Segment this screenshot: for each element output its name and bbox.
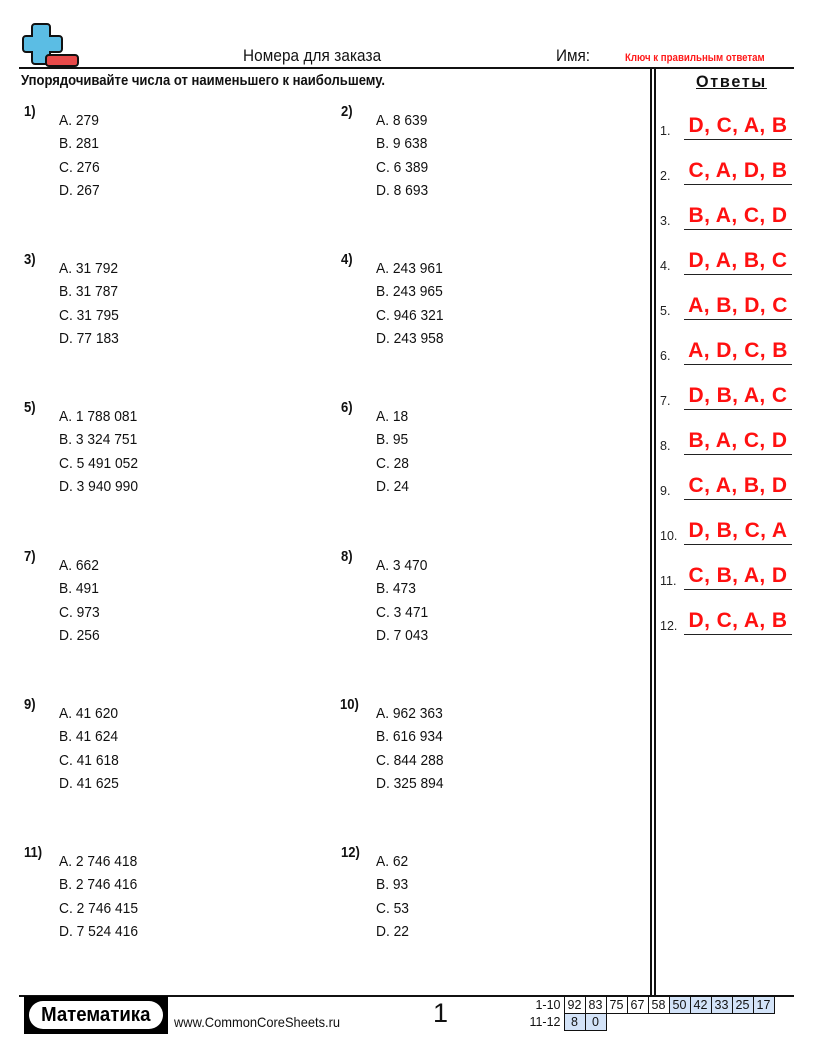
score-cell: 75 [606,997,627,1014]
answer-number: 5. [660,304,671,318]
page-number: 1 [433,998,449,1028]
answer-row [660,200,794,230]
option-c: C. 2 746 415 [59,899,139,917]
score-cell: 17 [753,997,774,1014]
problem-number: 12) [341,845,360,861]
answer-number: 7. [660,394,671,408]
answer-line [684,319,792,321]
answer-row [660,515,794,545]
answer-line [684,544,792,546]
answer-value: D, C, A, B [688,114,788,137]
option-b: B. 9 638 [376,135,428,153]
answer-row [660,425,794,455]
option-b: B. 93 [376,876,409,894]
option-d: D. 3 940 990 [59,477,139,495]
score-cell: 42 [690,997,711,1014]
problem-number: 10) [340,697,359,713]
answer-row [660,110,794,140]
answer-line [684,634,792,636]
option-c: C. 28 [376,454,409,472]
score-range-label: 1-10 [535,998,561,1012]
problem-number: 6) [341,400,353,416]
answer-value: D, C, A, B [688,609,788,632]
option-b: B. 281 [59,135,99,153]
site-url: www.CommonCoreSheets.ru [174,1014,341,1030]
answer-number: 9. [660,484,671,498]
answer-number: 3. [660,214,671,228]
score-cell: 33 [711,997,732,1014]
option-b: B. 473 [376,580,416,598]
option-d: D. 24 [376,477,409,495]
answer-value: A, D, C, B [688,339,788,362]
option-c: C. 6 389 [376,158,429,176]
answer-row [660,335,794,365]
header-divider [19,67,794,69]
option-c: C. 946 321 [376,306,444,324]
worksheet-title: Номера для заказа [243,46,382,65]
answer-line [684,229,792,231]
answer-row [660,290,794,320]
option-c: C. 3 471 [376,603,429,621]
score-table [524,996,775,1031]
option-b: B. 616 934 [376,728,443,746]
answer-number: 6. [660,349,671,363]
option-b: B. 95 [376,431,409,449]
answer-value: C, A, B, D [688,474,788,497]
problem-number: 11) [24,845,43,861]
option-d: D. 267 [59,181,100,199]
answer-value: C, A, D, B [688,159,788,182]
name-label: Имя: [556,46,591,65]
score-row [524,1014,774,1031]
answer-number: 12. [660,619,678,633]
option-b: B. 41 624 [59,728,119,746]
option-c: C. 973 [59,603,100,621]
option-b: B. 2 746 416 [59,876,138,894]
score-cell: 8 [564,1014,585,1031]
option-c: C. 5 491 052 [59,454,139,472]
answer-row [660,380,794,410]
answer-number: 10. [660,529,678,543]
problem-number: 2) [341,104,353,120]
score-row [524,997,774,1014]
option-a: A. 962 363 [376,705,443,722]
option-d: D. 22 [376,922,409,940]
option-c: C. 31 795 [59,306,119,324]
answer-value: D, B, A, C [688,384,788,407]
option-a: A. 8 639 [376,112,428,129]
score-cell: 25 [732,997,753,1014]
score-range-label: 11-12 [529,1015,561,1029]
answer-line [684,184,792,186]
answer-key-label: Ключ к правильным ответам [625,52,765,64]
problem-number: 9) [24,697,36,713]
option-d: D. 41 625 [59,774,119,792]
answer-line [684,499,792,501]
score-cell: 67 [627,997,648,1014]
answer-value: C, B, A, D [688,564,788,587]
option-b: B. 243 965 [376,283,443,301]
score-cell: 92 [564,997,585,1014]
option-b: B. 3 324 751 [59,431,138,449]
plus-minus-logo-icon [22,22,82,68]
answer-line [684,409,792,411]
answer-row [660,245,794,275]
option-a: A. 279 [59,112,99,129]
column-divider [654,69,656,995]
answer-line [684,139,792,141]
answer-value: D, A, B, C [688,249,788,272]
option-a: A. 662 [59,557,99,574]
problem-number: 8) [341,549,353,565]
answer-row [660,560,794,590]
answer-line [684,589,792,591]
answer-row [660,470,794,500]
brand-logo [24,996,168,1034]
answer-line [684,364,792,366]
answer-row [660,155,794,185]
option-d: D. 77 183 [59,329,119,347]
option-d: D. 8 693 [376,181,429,199]
option-a: A. 41 620 [59,705,119,722]
score-cell: 58 [648,997,669,1014]
answer-value: B, A, C, D [688,429,788,452]
answers-title: Ответы [696,72,767,91]
option-a: A. 3 470 [376,557,428,574]
answer-row [660,605,794,635]
answer-line [684,454,792,456]
option-d: D. 256 [59,626,100,644]
option-b: B. 491 [59,580,99,598]
answer-line [684,274,792,276]
option-c: C. 844 288 [376,751,444,769]
option-c: C. 276 [59,158,100,176]
option-d: D. 325 894 [376,774,444,792]
option-c: C. 41 618 [59,751,119,769]
option-a: A. 2 746 418 [59,853,138,870]
answer-value: A, B, D, C [688,294,788,317]
problem-number: 3) [24,252,36,268]
answer-number: 8. [660,439,671,453]
answer-value: D, B, C, A [688,519,788,542]
answer-number: 2. [660,169,671,183]
score-cell: 83 [585,997,606,1014]
option-a: A. 31 792 [59,260,119,277]
problem-number: 4) [341,252,353,268]
answer-number: 1. [660,124,671,138]
option-a: A. 18 [376,408,409,425]
problem-number: 5) [24,400,36,416]
problem-number: 7) [24,549,36,565]
instructions: Упорядочивайте числа от наименьшего к наибольшему. [21,72,386,89]
option-c: C. 53 [376,899,409,917]
option-d: D. 7 043 [376,626,429,644]
column-divider [650,69,652,995]
answer-value: B, A, C, D [688,204,788,227]
option-d: D. 7 524 416 [59,922,139,940]
option-a: A. 243 961 [376,260,443,277]
problem-number: 1) [24,104,36,120]
option-b: B. 31 787 [59,283,119,301]
brand-text: Математика [41,1003,151,1026]
score-cell: 0 [585,1014,606,1031]
answer-number: 4. [660,259,671,273]
option-d: D. 243 958 [376,329,444,347]
option-a: A. 62 [376,853,409,870]
score-cell: 50 [669,997,690,1014]
answer-number: 11. [660,574,677,588]
option-a: A. 1 788 081 [59,408,138,425]
